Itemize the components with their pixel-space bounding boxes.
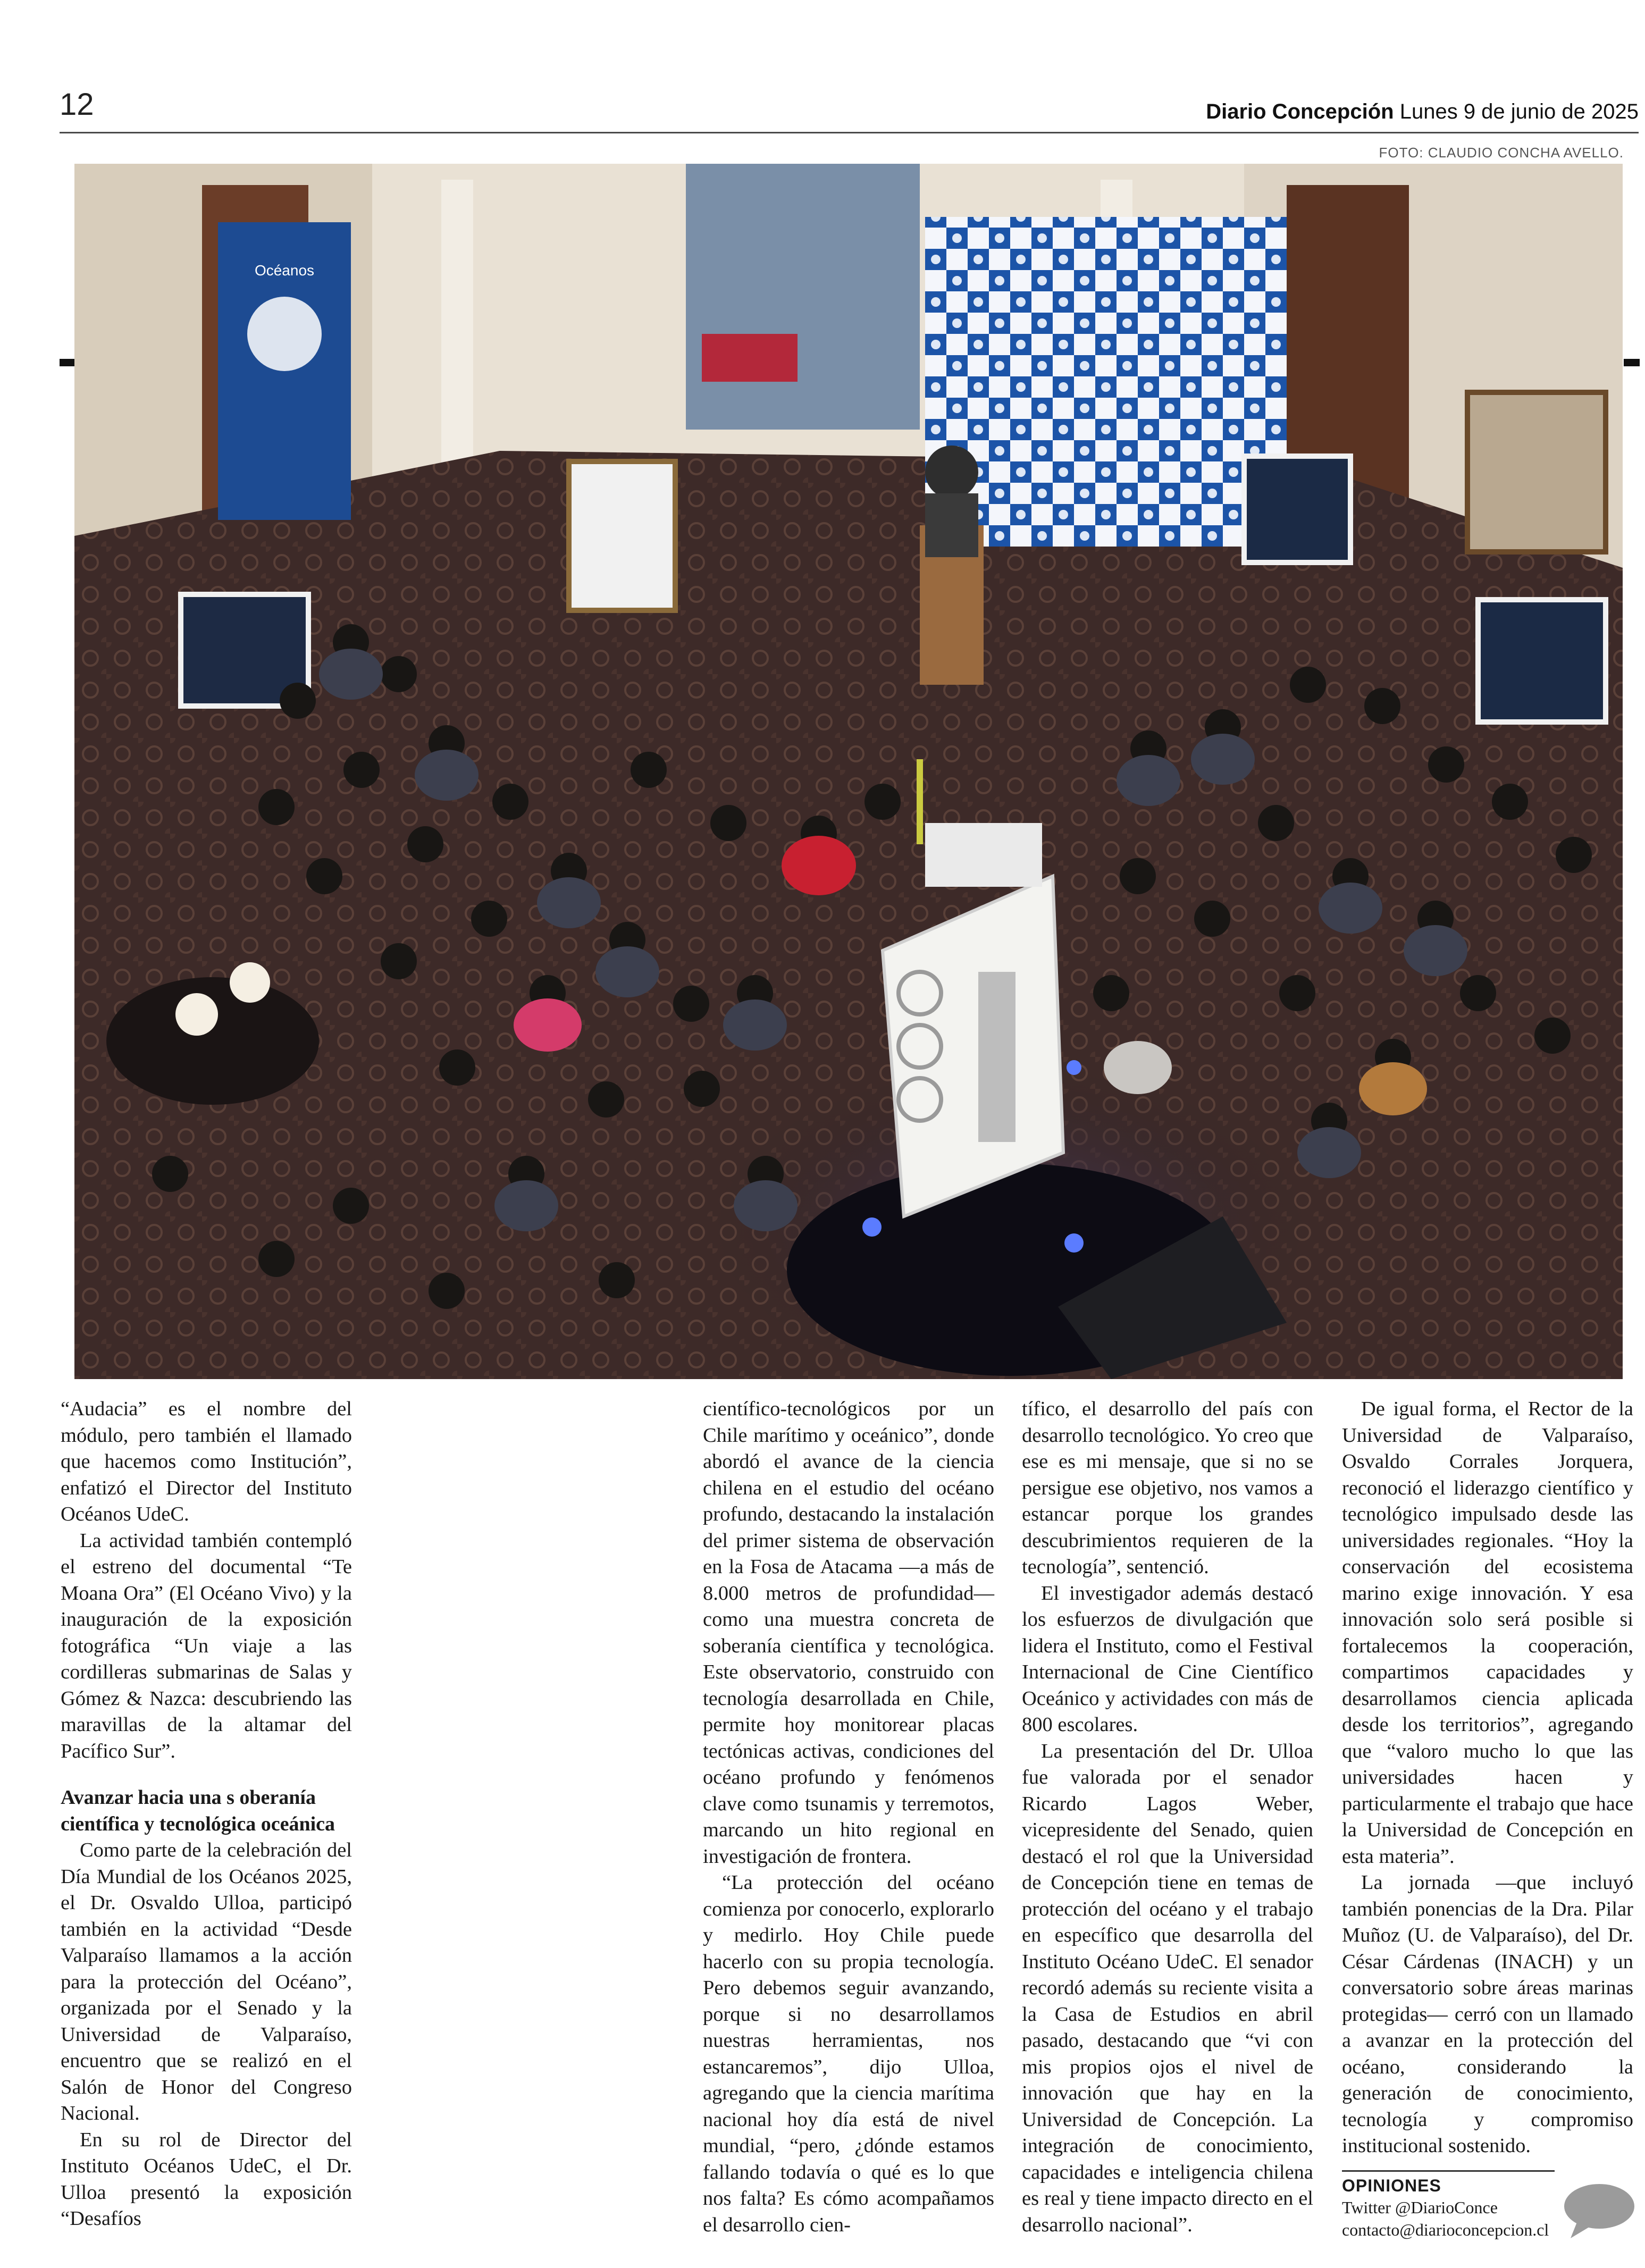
header-rule — [60, 132, 1639, 133]
svg-text:Océanos: Océanos — [254, 262, 315, 279]
paragraph: “Audacia” es el nombre del módulo, pero también el llamado que hacemos como Institución”, enfatizó el Director del Instituto Océanos UdeC. — [61, 1398, 352, 1525]
column-4 — [1342, 1396, 1633, 2160]
paragraph: La actividad también contempló el estreno del documental “Te Moana Ora” (El Océano Vivo) y la inauguración de la exposición fotográfica “Un viaje a las cordilleras submarinas de Salas y Gómez & Nazca: descubriendo las maravillas de la altamar del Pacífico Sur”. — [61, 1529, 352, 1762]
paragraph: La presentación del Dr. Ulloa fue valorada por el senador Ricardo Lagos Weber, vicepresidente del Senado, quien destacó el rol que la Universidad de Concepción tiene en temas de protección del océano y el trabajo en específico que desarrolla del Instituto Océano UdeC. El senador recordó además su reciente visita a la Casa de Estudios en abril pasado, destacando que “vi con mis propios ojos el nivel de innovación que hay en la Universidad de Concepción. La integración de conocimiento, capacidades e inteligencia chilena es real y tiene impacto directo en el desarrollo nacional”. — [1022, 1740, 1313, 2236]
newspaper-name: Diario Concepción — [1206, 100, 1394, 123]
margin-tick-right — [1624, 359, 1640, 366]
column-2 — [703, 1396, 994, 2238]
paragraph: De igual forma, el Rector de la Universidad de Valparaíso, Osvaldo Corrales Jorquera, reconoció el liderazgo científico y tecnológico impulsado desde las universidades regionales. “Hoy la conservación del ecosistema marino exige innovación. Y esa innovación solo será posible si fortalecemos la cooperación, compartimos capacidades y desarrollamos ciencia aplicada desde los territorios”, agregando que “valoro mucho lo que las universidades hacen y particularmente el trabajo que hace la Universidad de Concepción en esta materia”. — [1342, 1398, 1633, 1868]
event-photo — [74, 164, 1623, 1379]
opiniones-box — [1342, 2170, 1640, 2241]
subheading: Avanzar hacia una s oberanía científica y tecnológica oceánica — [61, 1786, 335, 1835]
event-photo-illustration — [74, 164, 1623, 1379]
paragraph: Como parte de la celebración del Día Mundial de los Océanos 2025, el Dr. Osvaldo Ulloa, participó también en la actividad “Desde Valparaíso llamamos a la acción para la protección del Océano”, organizada por el Senado y la Universidad de Valparaíso, encuentro que se realizó en el Salón de Honor del Congreso Nacional. — [61, 1839, 352, 2124]
paragraph: El investigador además destacó los esfuerzos de divulgación que lidera el Instituto, como el Festival Internacional de Cine Científico Oceánico y actividades con más de 800 escolares. — [1022, 1582, 1313, 1736]
photo-credit: FOTO: CLAUDIO CONCHA AVELLO. — [1379, 145, 1624, 161]
paragraph: En su rol de Director del Instituto Océanos UdeC, el Dr. Ulloa presentó la exposición “Desafíos — [61, 2128, 352, 2230]
issue-date: Lunes 9 de junio de 2025 — [1399, 100, 1639, 123]
page-number: 12 — [60, 87, 94, 122]
paragraph: tífico, el desarrollo del país con desarrollo tecnológico. Yo creo que ese es mi mensaje, que si no se persigue ese objetivo, nos vamos a estancar porque los grandes descubrimientos requieren de la tecnología”, sentenció. — [1022, 1398, 1313, 1578]
speech-bubble-icon — [1561, 2181, 1635, 2239]
margin-tick-left — [60, 359, 74, 366]
masthead — [1206, 101, 1639, 122]
paragraph: La jornada —que incluyó también ponencias de la Dra. Pilar Muñoz (U. de Valparaíso), del Dr. César Cárdenas (INACH) y un conversatorio sobre áreas marinas protegidas— cerró con un llamado a avanzar en la protección del océano, considerando la generación de conocimiento, tecnología y compromiso institucional sostenido. — [1342, 1871, 1633, 2157]
twitter-handle[interactable]: Twitter @DiarioConce — [1342, 2198, 1498, 2217]
paragraph: científico-tecnológicos por un Chile marítimo y oceánico”, donde abordó el avance de la ciencia chilena en el estudio del océano profundo, destacando la instalación del primer sistema de observación en la Fosa de Atacama —a más de 8.000 metros de profundidad— como una muestra concreta de soberanía científica y tecnológica. Este observatorio, construido con tecnología desarrollada en Chile, permite hoy monitorear placas tectónicas activas, condiciones del océano profundo y fenómenos clave como tsunamis y terremotos, marcando un hito regional en investigación de frontera. — [703, 1398, 994, 1868]
contact-email[interactable]: contacto@diarioconcepcion.cl — [1342, 2220, 1549, 2239]
opiniones-label: OPINIONES — [1342, 2170, 1555, 2196]
column-1 — [61, 1396, 352, 2232]
paragraph: “La protección del océano comienza por conocerlo, explorarlo y medirlo. Hoy Chile puede hacerlo con su propia tecnología. Pero debemos seguir avanzando, porque si no desarrollamos nuestras herramientas, nos estancaremos”, dijo Ulloa, agregando que la ciencia marítima nacional hoy día está de nivel mundial, “pero, ¿dónde estamos fallando todavía o qué es lo que nos falta? Es cómo acompañamos el desarrollo cien- — [703, 1871, 994, 2236]
column-3 — [1022, 1396, 1313, 2238]
